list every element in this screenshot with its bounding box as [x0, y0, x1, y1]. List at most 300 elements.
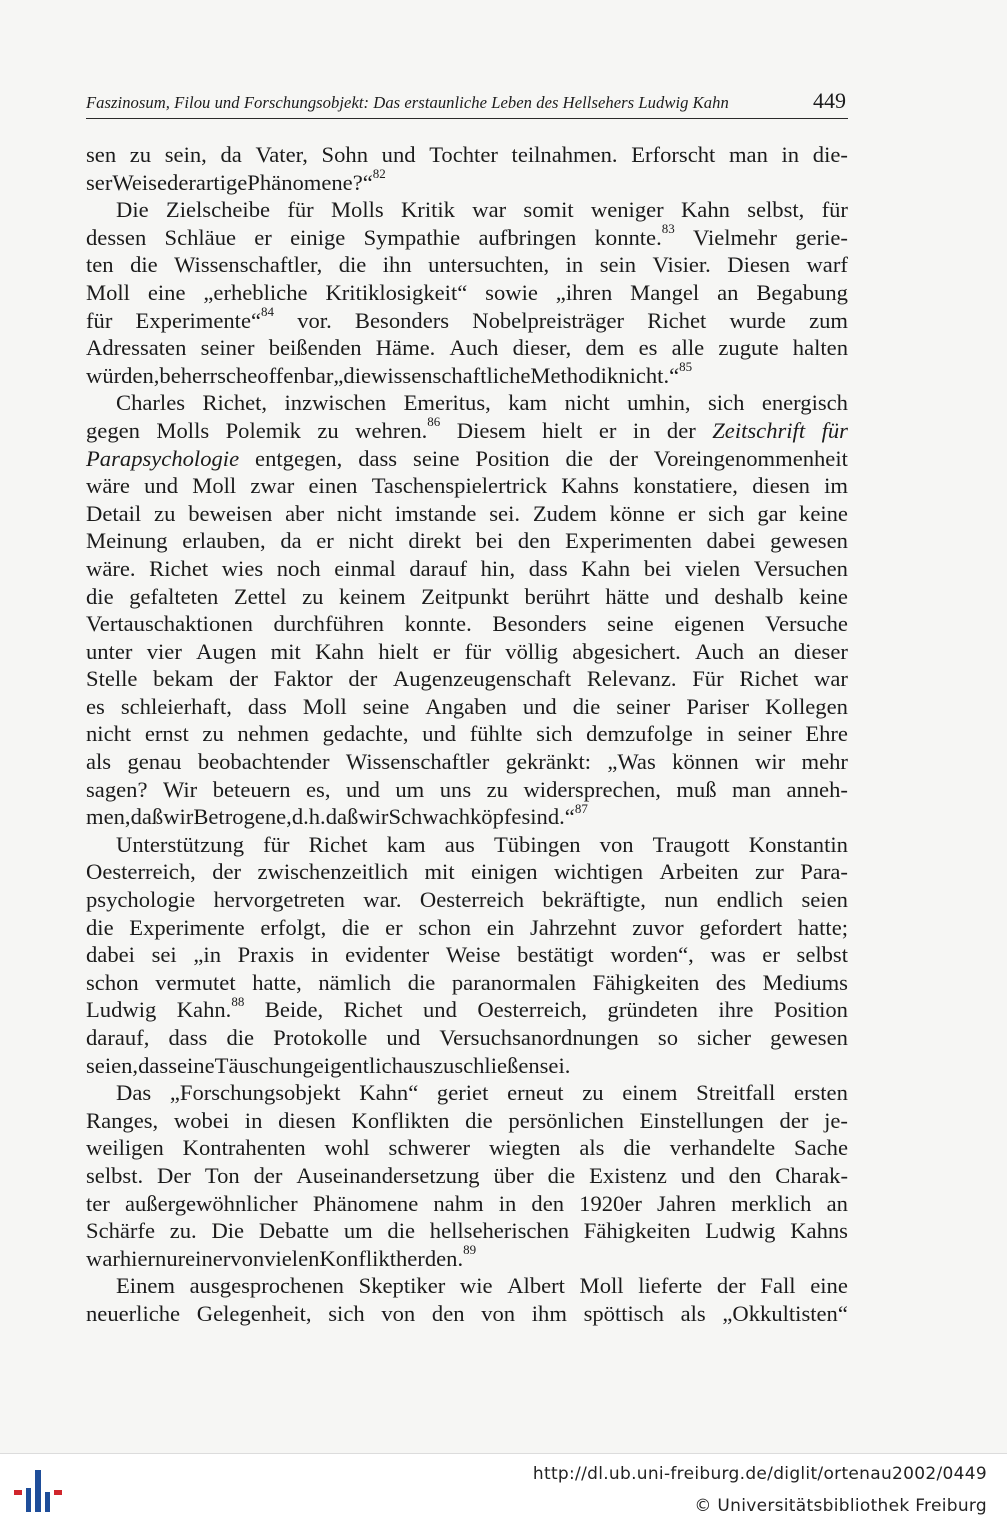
word: und: [345, 776, 380, 802]
word: Versuche: [765, 611, 848, 637]
word: in: [565, 252, 584, 278]
word: sei: [151, 942, 177, 968]
word: an: [826, 1190, 848, 1216]
word: Gelegenheit,: [196, 1300, 312, 1326]
text-line: [86, 831, 848, 859]
word: die: [226, 1025, 255, 1050]
footer-bar: [0, 1453, 1007, 1526]
word: schon: [86, 969, 139, 995]
word: die: [338, 252, 367, 278]
word: diesen: [278, 1107, 336, 1133]
word: gegen: [86, 417, 140, 443]
text-line: [86, 993, 848, 1024]
word: der: [348, 666, 378, 692]
word: nicht.“$^{85}$: [618, 359, 693, 388]
word: gedachte,: [322, 721, 409, 747]
word: erlauben,: [182, 528, 266, 554]
word: sich: [708, 500, 745, 526]
word: Versuchsanordnungen: [439, 1025, 639, 1050]
word: Einstellungen: [639, 1107, 764, 1133]
word: Existenz: [589, 1162, 667, 1188]
word: gar: [757, 500, 787, 526]
word: geriet: [436, 1080, 489, 1106]
word: zu: [317, 417, 339, 443]
word: „Was: [607, 749, 656, 775]
word: noch: [276, 555, 321, 581]
logo-mark: [54, 1490, 62, 1495]
word: als: [579, 1135, 605, 1161]
word: beißenden: [268, 335, 362, 361]
word: für: [464, 638, 491, 664]
word: hin,: [480, 555, 516, 581]
word: bekräftigte,: [542, 887, 646, 913]
word: Moll: [579, 1273, 624, 1299]
word: hellseherischen: [429, 1218, 570, 1244]
word: seine: [607, 611, 654, 637]
word: er: [762, 942, 780, 968]
word: vermutet: [155, 969, 236, 995]
word: Zudem: [532, 500, 597, 526]
word: kam: [386, 831, 426, 857]
word: die: [565, 445, 594, 471]
word: Kahn: [315, 638, 365, 664]
word: Meinung: [86, 528, 168, 554]
word: muß: [676, 776, 717, 802]
word: von: [381, 1300, 416, 1326]
word: nicht: [336, 500, 383, 526]
word: eine: [810, 1273, 848, 1299]
word: vor.: [297, 307, 332, 333]
word: Schärfe: [86, 1218, 155, 1244]
word: dem: [585, 335, 625, 361]
word: spöttisch: [583, 1300, 664, 1326]
word: zur: [754, 859, 784, 885]
word: eine: [177, 1052, 215, 1078]
text-line: [86, 221, 848, 252]
word: zuvor: [632, 914, 684, 940]
word: Praxis: [237, 942, 295, 968]
word: men,: [86, 804, 131, 830]
text-line: [86, 527, 848, 555]
word: dass: [168, 1025, 208, 1050]
word: „Forschungsobjekt: [169, 1080, 341, 1106]
word: Experimenten: [565, 528, 692, 554]
text-line: [86, 1190, 848, 1218]
word: dass: [358, 445, 398, 471]
word: Emeritus,: [403, 390, 491, 416]
word: in: [310, 942, 329, 968]
word: „die: [333, 362, 372, 388]
word: Auch: [449, 335, 499, 361]
word: um: [343, 1218, 373, 1244]
text-line: [86, 1052, 848, 1080]
word: Stelle: [86, 666, 138, 692]
word: 1920er: [579, 1190, 642, 1216]
word: Oesterreich,: [477, 997, 588, 1023]
word: erfolgt,: [260, 914, 327, 940]
footnote-marker: 88: [231, 993, 245, 1009]
word: sich: [536, 721, 573, 747]
word: Die: [211, 1218, 245, 1244]
word: wäre.: [86, 555, 136, 581]
word: der: [609, 445, 638, 471]
text-line: [86, 166, 848, 197]
word: zu: [582, 1080, 604, 1106]
source-url-link[interactable]: http://dl.ub.uni-freiburg.de/diglit/ortenau2002/0449: [532, 1464, 987, 1484]
text-line: [86, 334, 848, 362]
word: Parapsychologie: [86, 445, 240, 471]
word: „erhebliche: [203, 279, 308, 305]
word: Mediums: [762, 969, 848, 995]
word: wies: [221, 555, 264, 581]
word: bei: [643, 555, 672, 581]
word: die: [130, 252, 158, 278]
footnote-marker: 83: [661, 221, 675, 237]
word: schleierhaft,: [120, 693, 232, 719]
word: Streitfall: [696, 1080, 776, 1106]
word: bei: [475, 528, 504, 554]
word: und: [680, 1162, 715, 1188]
word: Wir: [162, 776, 198, 802]
word: über: [493, 1162, 534, 1188]
word: Oesterreich: [419, 887, 525, 913]
word: seiner: [737, 721, 792, 747]
word: zu.: [169, 1218, 197, 1244]
text-line: [86, 693, 848, 721]
word: diesen: [752, 473, 810, 499]
word: ausgesprochenen: [189, 1273, 344, 1299]
word: Beide,: [264, 997, 324, 1023]
word: ser: [86, 169, 113, 195]
word: einen: [308, 473, 358, 499]
body-text: [86, 141, 848, 1328]
word: würden,: [86, 362, 160, 388]
word: auszuschließen: [402, 1052, 540, 1078]
word: darauf: [409, 555, 468, 581]
word: Debatte: [258, 1218, 330, 1244]
word: „Okkultisten“: [722, 1300, 848, 1326]
word: Zielscheibe: [165, 197, 271, 223]
word: so: [657, 1025, 679, 1050]
word: ihn: [382, 252, 412, 278]
word: und: [522, 693, 557, 719]
word: Detail: [86, 500, 142, 526]
word: endlich: [716, 887, 784, 913]
word: dabei: [86, 942, 135, 968]
word: die: [387, 1218, 416, 1244]
word: hielt: [378, 638, 419, 664]
word: wäre: [86, 473, 130, 499]
word: neuerliche: [86, 1300, 181, 1326]
word: je-: [824, 1107, 848, 1133]
word: wichtigen: [553, 859, 644, 885]
word: Relevanz.: [586, 666, 677, 692]
word: vier: [146, 638, 182, 664]
word: sicher: [697, 1025, 752, 1050]
footnote-marker: 82: [372, 166, 386, 182]
word: Vater,: [255, 142, 308, 167]
word: es,: [306, 776, 331, 802]
word: darauf,: [86, 1025, 150, 1050]
word: verhandelte: [669, 1135, 776, 1161]
word: zwischenzeitlich: [257, 859, 409, 885]
word: Ehre: [805, 721, 848, 747]
word: durchführen: [273, 611, 384, 637]
word: Sohn: [321, 142, 368, 167]
word: nehmen: [237, 721, 309, 747]
word: zwar: [250, 473, 295, 499]
word: der: [716, 1273, 746, 1299]
word: seiner: [616, 693, 671, 719]
word: zu: [486, 776, 508, 802]
running-header: [86, 86, 848, 119]
word: wurde: [729, 307, 786, 333]
word: für: [821, 197, 848, 223]
word: Mangel: [630, 279, 700, 305]
word: was: [710, 942, 746, 968]
word: und: [381, 142, 416, 167]
word: und: [386, 1025, 421, 1050]
word: Zeitschrift: [712, 417, 806, 443]
word: Zettel: [233, 583, 287, 609]
word: weiligen: [86, 1135, 164, 1161]
text-line: [86, 196, 848, 224]
word: Traugott: [652, 831, 730, 857]
word: und: [422, 721, 457, 747]
text-line: [86, 748, 848, 776]
word: der: [779, 1107, 809, 1133]
word: aber: [285, 500, 324, 526]
word: hervorgetreten: [213, 887, 345, 913]
logo-bar: [35, 1470, 41, 1512]
word: sind.“$^{87}$: [521, 800, 588, 830]
word: Vielmehr: [693, 224, 777, 250]
word: schwerer: [388, 1135, 471, 1161]
word: gründeten: [607, 997, 698, 1023]
word: völlig: [505, 638, 558, 664]
word: Jahrzehnt: [530, 914, 617, 940]
word: persönlichen: [508, 1107, 624, 1133]
word: Kahn“: [359, 1080, 419, 1106]
word: können: [672, 749, 739, 775]
word: sowie: [485, 279, 538, 305]
word: selbst,: [747, 197, 805, 223]
word: Der: [157, 1162, 191, 1188]
text-line: [86, 914, 848, 942]
word: d.h.: [291, 804, 326, 830]
word: Sache: [794, 1135, 848, 1161]
word: nämlich: [318, 969, 392, 995]
word: für: [263, 831, 290, 857]
word: ten: [86, 252, 114, 278]
word: als: [680, 1300, 706, 1326]
word: hatte,: [252, 969, 302, 995]
word: Position: [773, 997, 848, 1023]
word: schon: [418, 914, 472, 940]
word: hatte;: [797, 914, 848, 940]
footnote-marker: 85: [679, 359, 693, 375]
text-line: [86, 1300, 848, 1328]
word: lieferte: [638, 1273, 703, 1299]
word: Täuschung: [214, 1052, 314, 1078]
word: Phänomene: [312, 1190, 419, 1216]
word: unter: [86, 638, 133, 664]
word: wobei: [173, 1107, 230, 1133]
word: in: [706, 721, 725, 747]
word: er: [677, 500, 696, 526]
word: sein: [599, 252, 637, 278]
word: sei.: [539, 1052, 571, 1078]
word: dessen: [86, 224, 147, 250]
word: imstande: [394, 500, 477, 526]
word: wohl: [324, 1135, 370, 1161]
word: hier: [119, 1245, 156, 1271]
word: dieser: [793, 638, 848, 664]
word: er: [598, 417, 617, 443]
word: Kahn: [581, 555, 631, 581]
word: anneh-: [786, 776, 848, 802]
word: da: [280, 528, 302, 554]
word: seine: [413, 445, 460, 471]
text-line: [86, 1242, 848, 1273]
word: Kritiklosigkeit“: [325, 279, 468, 305]
word: beobachtender: [197, 749, 330, 775]
word: zugute: [718, 335, 779, 361]
text-line: [86, 555, 848, 583]
word: Angaben: [425, 693, 507, 719]
word: gewesen: [770, 1025, 848, 1050]
word: ter: [86, 1190, 110, 1216]
word: Versuchen: [753, 555, 848, 581]
word: Zeitpunkt: [421, 583, 509, 609]
word: Konflikten: [351, 1107, 450, 1133]
word: Position: [475, 445, 550, 471]
word: Charak-: [775, 1162, 848, 1188]
word: paranormalen: [451, 969, 577, 995]
text-line: [86, 251, 848, 279]
text-line: [86, 776, 848, 804]
text-line: [86, 1107, 848, 1135]
word: Ludwig: [86, 997, 157, 1023]
word: in: [632, 417, 651, 443]
copyright-notice: © Universitätsbibliothek Freiburg: [694, 1496, 987, 1516]
word: konnte.$^{83}$: [594, 221, 675, 250]
word: nicht: [348, 528, 394, 554]
word: der: [212, 859, 242, 885]
word: Kahns: [561, 473, 619, 499]
word: im: [824, 473, 848, 499]
word: untersuchten,: [428, 252, 550, 278]
word: Fähigkeiten: [592, 969, 700, 995]
word: daß: [130, 804, 164, 830]
word: für: [287, 197, 314, 223]
word: Protokolle: [273, 1025, 368, 1050]
word: und: [422, 997, 457, 1023]
word: Erforscht: [631, 142, 716, 167]
word: wir: [163, 804, 194, 830]
word: nahm: [433, 1190, 484, 1216]
word: Kritik: [400, 197, 455, 223]
text-line: [86, 304, 848, 335]
word: die: [623, 1135, 651, 1161]
word: direkt: [408, 528, 462, 554]
word: beweisen: [188, 500, 273, 526]
word: außergewöhnlicher: [124, 1190, 298, 1216]
word: Jahren: [657, 1190, 716, 1216]
word: selbst.: [86, 1162, 144, 1188]
text-line: [86, 800, 848, 831]
word: wir: [755, 749, 786, 775]
word: von: [599, 831, 634, 857]
text-line: [86, 969, 848, 997]
word: gefordert: [699, 914, 783, 940]
word: nun: [664, 887, 699, 913]
word: Unterstützung: [116, 831, 245, 857]
word: sagen?: [86, 776, 148, 802]
word: Charles: [116, 390, 186, 416]
word: Weise: [445, 942, 501, 968]
word: seine: [362, 693, 410, 719]
word: Visier.: [652, 252, 711, 278]
word: es: [86, 693, 105, 719]
word: Fall: [760, 1273, 796, 1299]
word: psychologie: [86, 887, 196, 913]
word: inzwischen: [284, 390, 387, 416]
word: Faktor: [273, 666, 333, 692]
word: Tübingen: [493, 831, 581, 857]
word: eigentlich: [313, 1052, 403, 1078]
word: Kahns: [790, 1218, 848, 1244]
footnote-marker: 84: [261, 304, 275, 320]
word: halten: [792, 335, 848, 361]
word: mit: [424, 859, 455, 885]
word: Richet: [343, 997, 403, 1023]
text-line: [86, 279, 848, 307]
word: Begabung: [756, 279, 848, 305]
word: zu: [129, 142, 152, 167]
word: Oesterreich,: [86, 859, 196, 885]
word: Kahn.$^{88}$: [176, 993, 245, 1023]
text-line: [86, 414, 848, 445]
word: Nobelpreisträger: [472, 307, 625, 333]
word: Für: [692, 666, 724, 692]
word: den: [517, 528, 551, 554]
word: ihm: [531, 1300, 567, 1326]
word: offenbar: [257, 362, 334, 388]
text-line: [86, 1024, 848, 1052]
word: Methodik: [530, 362, 619, 388]
logo-bar: [45, 1492, 50, 1512]
word: die: [572, 693, 601, 719]
word: alle: [671, 335, 705, 361]
word: einige: [290, 224, 346, 250]
word: wissenschaftliche: [371, 362, 531, 388]
word: „in: [193, 942, 221, 968]
word: Weise: [112, 169, 168, 195]
ub-freiburg-logo-icon[interactable]: [12, 1468, 64, 1514]
word: Auch: [695, 638, 745, 664]
word: nur: [155, 1245, 186, 1271]
word: Augenzeugenschaft: [392, 666, 572, 692]
word: in: [498, 1190, 517, 1216]
word: Besonders: [492, 611, 587, 637]
word: umhin,: [627, 390, 691, 416]
word: Konfliktherden.$^{89}$: [319, 1242, 477, 1271]
word: in: [244, 1107, 263, 1133]
word: Richet: [149, 555, 209, 581]
word: von: [481, 1300, 516, 1326]
word: keine: [799, 500, 848, 526]
